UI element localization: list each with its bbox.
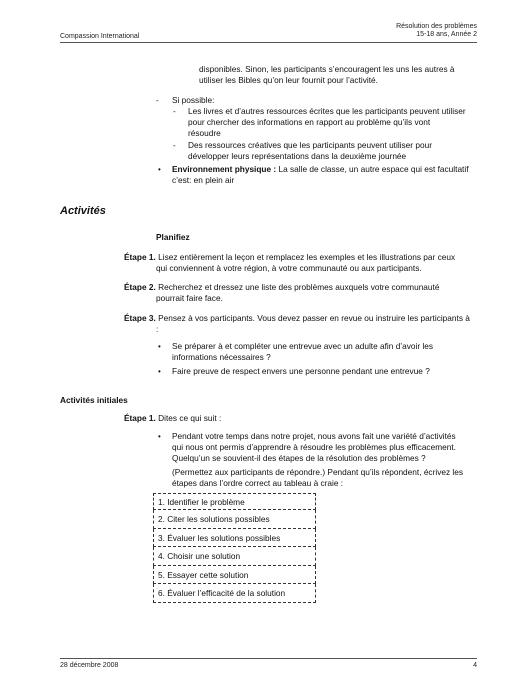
- header-subtitle: 15-18 ans, Année 2: [416, 31, 477, 38]
- intro-cont-line1: disponibles. Sinon, les participants s’encouragent les uns les autres à: [199, 64, 455, 74]
- etape1-line2: qui conviennent à votre région, à votre communauté ou aux participants.: [156, 263, 422, 273]
- header-title: Résolution des problèmes: [396, 23, 477, 30]
- etape2-line2: pourrait faire face.: [156, 293, 223, 303]
- etape-label: Étape 3.: [124, 313, 156, 323]
- footer-divider: [60, 658, 477, 659]
- planifiez-heading: Planifiez: [156, 232, 190, 242]
- etape-label: Étape 1.: [124, 413, 156, 423]
- step-box: 5. Essayer cette solution: [153, 566, 316, 585]
- env-label: Environnement physique :: [172, 164, 277, 174]
- note-line1: (Permettez aux participants de répondre.) Pendant qu’ils répondent, écrivez les: [172, 467, 464, 477]
- step-box: 6. Évaluer l’efficacité de la solution: [153, 584, 316, 603]
- act-b2: Faire preuve de respect envers une personne pendant une entrevue ?: [172, 366, 430, 376]
- act-b1-line1: Se préparer à et compléter une entrevue avec un adulte afin d’avoir les: [172, 341, 434, 351]
- step-box: 2. Citer les solutions possibles: [153, 510, 316, 529]
- intro-cont-line2: utiliser les Bibles qu’on leur fournit pour l’activité.: [199, 75, 378, 85]
- steps-box-list: [153, 493, 316, 603]
- etape-label: Étape 2.: [124, 282, 156, 292]
- section-title-activites: Activités: [60, 205, 106, 217]
- etape3-line2: :: [156, 324, 159, 334]
- etape2-line1: [124, 282, 439, 293]
- dash1-line2: pour chercher des informations en rapport au problème qu’ils vont: [188, 117, 431, 127]
- env-line1: [172, 164, 469, 175]
- si-possible: Si possible:: [172, 95, 215, 105]
- bullet-marker: •: [158, 367, 161, 376]
- footer-date: 28 décembre 2008: [60, 662, 119, 669]
- etape-label: Étape 1.: [124, 252, 156, 262]
- init-etape1-text: Dites ce qui suit :: [155, 413, 222, 423]
- etape2-text: Recherchez et dressez une liste des problèmes auxquels votre communauté: [155, 282, 440, 292]
- step-box: 1. Identifier le problème: [153, 493, 316, 510]
- bullet-marker: •: [158, 342, 161, 351]
- dash1-line3: résoudre: [188, 128, 221, 138]
- act-b1-line2: informations nécessaires ?: [172, 352, 271, 362]
- etape1-text: Lisez entièrement la leçon et remplacez les exemples et les illustrations par ceux: [155, 252, 456, 262]
- dash2-line2: développer leurs représentations dans la deuxième journée: [188, 151, 407, 161]
- header-org: Compassion International: [60, 33, 140, 40]
- header-divider: [60, 42, 477, 43]
- env-text: La salle de classe, un autre espace qui est facultatif: [276, 164, 469, 174]
- etape3-line1: [124, 313, 470, 324]
- step-box: 3. Évaluer les solutions possibles: [153, 529, 316, 548]
- bullet-marker: •: [158, 432, 161, 441]
- footer-page-number: 4: [473, 662, 477, 669]
- etape3-text: Pensez à vos participants. Vous devez passer en revue ou instruire les participants à: [155, 313, 470, 323]
- bullet-marker: •: [158, 165, 161, 174]
- etape1-line1: [124, 252, 455, 263]
- init-b1-line2: qui nous ont permis d’apprendre à résoudre les problèmes plus efficacement.: [172, 442, 456, 452]
- init-etape1: [124, 413, 221, 424]
- header-title-block: [396, 23, 477, 39]
- dash2-line1: Des ressources créatives que les participants peuvent utiliser pour: [188, 140, 432, 150]
- dash-marker: -: [173, 107, 176, 116]
- init-b1-line3: Quelqu’un se souvient-il des étapes de la résolution des problèmes ?: [172, 453, 426, 463]
- init-b1-line1: Pendant votre temps dans notre projet, nous avons fait une variété d’activités: [172, 431, 456, 441]
- step-box: 4. Choisir une solution: [153, 547, 316, 566]
- dash-marker: -: [156, 96, 159, 105]
- dash-marker: -: [173, 141, 176, 150]
- env-line2: c’est: en plein air: [172, 175, 235, 185]
- note-line2: étapes dans l’ordre correct au tableau à craie :: [172, 478, 344, 488]
- dash1-line1: Les livres et d’autres ressources écrites que les participants peuvent utiliser: [188, 106, 466, 116]
- section-title-initiales: Activités initiales: [60, 395, 128, 405]
